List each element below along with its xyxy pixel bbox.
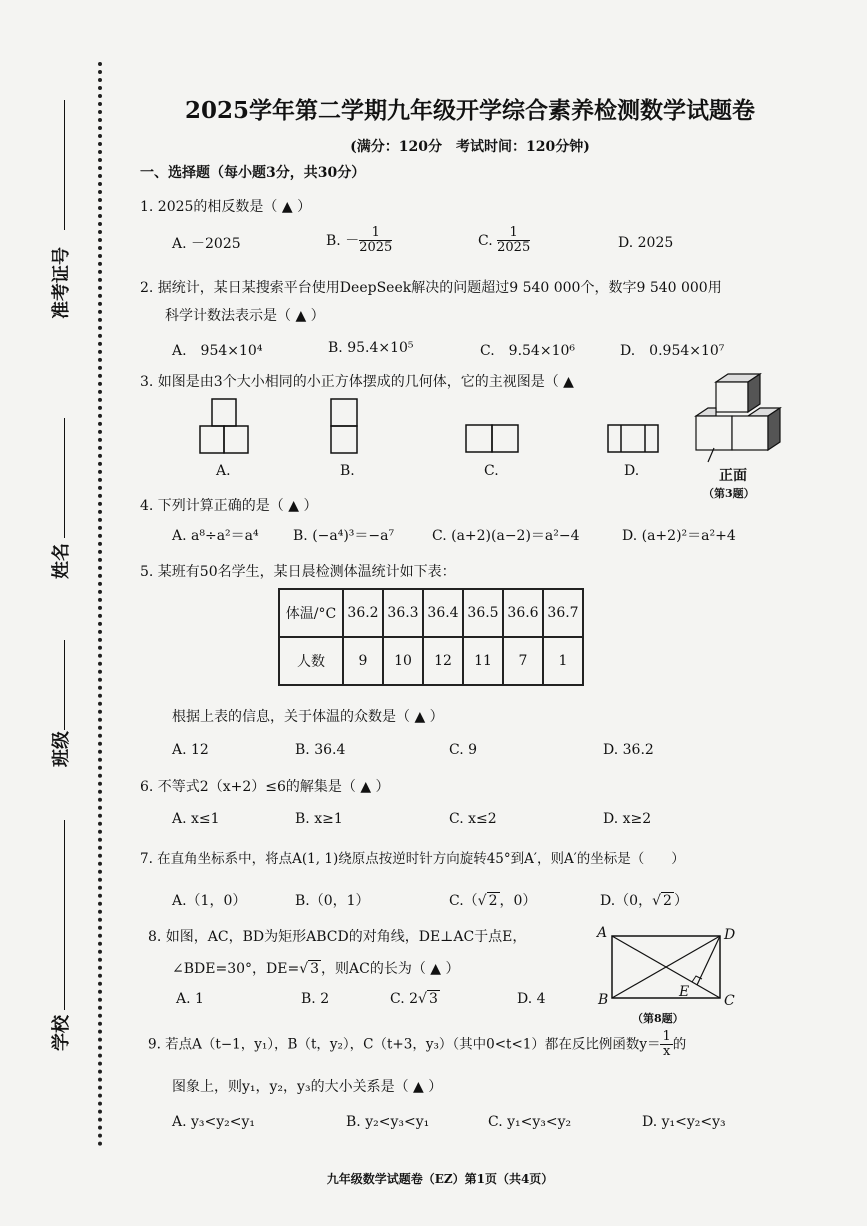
q5-follow-up: 根据上表的信息，关于体温的众数是（ ▲ ） xyxy=(172,709,444,725)
q8-label-b: B xyxy=(598,992,609,1008)
table-cell: 10 xyxy=(383,637,423,685)
q4-option-d[interactable]: D. (a+2)²＝a²+4 xyxy=(622,528,736,544)
page-title: 2025学年第二学期九年级开学综合素养检测数学试题卷 xyxy=(184,97,755,124)
class-label: 班级 xyxy=(51,731,72,767)
table-cell: 36.5 xyxy=(463,589,503,637)
q4-option-b[interactable]: B. (−a⁴)³＝−a⁷ xyxy=(293,528,395,544)
school-label: 学校 xyxy=(51,1015,72,1051)
q5-option-a[interactable]: A. 12 xyxy=(172,742,209,758)
q2-option-d[interactable]: D. 0.954×10⁷ xyxy=(620,343,725,359)
q6-stem: 6. 不等式2（x+2）≤6的解集是（ ▲ ） xyxy=(140,779,390,795)
q8-stem-line1: 8. 如图，AC，BD为矩形ABCD的对角线，DE⊥AC于点E， xyxy=(148,929,527,945)
q3-option-c[interactable]: C. xyxy=(484,463,499,479)
table-row xyxy=(279,589,583,637)
q3-option-d-figure[interactable] xyxy=(607,424,667,464)
school-blank[interactable] xyxy=(64,820,65,1010)
q2-option-c[interactable]: C. 9.54×10⁶ xyxy=(480,343,575,359)
name-blank[interactable] xyxy=(64,418,65,538)
q3-stem: 3. 如图是由3个大小相同的小正方体摆成的几何体，它的主视图是（ ▲ xyxy=(140,374,574,390)
q3-option-a[interactable]: A. xyxy=(216,463,231,479)
q4-stem: 4. 下列计算正确的是（ ▲ ） xyxy=(140,498,318,514)
table-cell: 36.7 xyxy=(543,589,583,637)
q5-option-c[interactable]: C. 9 xyxy=(449,742,478,758)
q2-option-b[interactable]: B. 95.4×10⁵ xyxy=(328,340,414,356)
table-header-count: 人数 xyxy=(279,637,343,685)
q8-stem-line2: ∠BDE=30°，DE=√ 3 ，则AC的长为（ ▲ ） xyxy=(172,961,460,977)
table-header-temp: 体温/°C xyxy=(279,589,343,637)
q9-option-c[interactable]: C. y₁<y₃<y₂ xyxy=(488,1114,572,1130)
q3-cube-figure xyxy=(694,372,794,462)
q3-front-label: 正面 xyxy=(719,468,747,484)
q9-option-d[interactable]: D. y₁<y₂<y₃ xyxy=(642,1114,726,1130)
q6-option-c[interactable]: C. x≤2 xyxy=(449,811,497,827)
q9-option-b[interactable]: B. y₂<y₃<y₁ xyxy=(346,1114,430,1130)
table-cell: 9 xyxy=(343,637,383,685)
q2-option-a[interactable]: A. 954×10⁴ xyxy=(172,343,263,359)
q8-label-d: D xyxy=(724,927,736,943)
table-cell: 11 xyxy=(463,637,503,685)
table-cell: 12 xyxy=(423,637,463,685)
exam-id-label: 准考证号 xyxy=(51,247,72,319)
q8-option-a[interactable]: A. 1 xyxy=(176,991,204,1007)
q3-option-a-figure[interactable] xyxy=(198,398,258,458)
q7-option-b[interactable]: B.（0，1） xyxy=(295,893,370,909)
q6-option-d[interactable]: D. x≥2 xyxy=(603,811,652,827)
q5-stem: 5. 某班有50名学生，某日晨检测体温统计如下表： xyxy=(140,564,456,580)
table-row xyxy=(279,637,583,685)
table-cell: 36.3 xyxy=(383,589,423,637)
q1-option-b[interactable]: B. － $\frac{1}{2025}$ xyxy=(326,225,393,256)
q8-label-e: E xyxy=(679,984,690,1000)
q3-option-d[interactable]: D. xyxy=(624,463,640,479)
q4-option-c[interactable]: C. (a+2)(a−2)＝a²−4 xyxy=(432,528,580,544)
q6-option-b[interactable]: B. x≥1 xyxy=(295,811,343,827)
q6-option-a[interactable]: A. x≤1 xyxy=(172,811,220,827)
q7-option-a[interactable]: A.（1，0） xyxy=(172,893,247,909)
q1-stem: 1. 2025的相反数是（ ▲ ） xyxy=(140,199,312,215)
q3-option-b[interactable]: B. xyxy=(340,463,355,479)
table-cell: 36.4 xyxy=(423,589,463,637)
table-cell: 7 xyxy=(503,637,543,685)
q8-option-d[interactable]: D. 4 xyxy=(517,991,546,1007)
q7-option-c[interactable]: C.（√ 2 ，0） xyxy=(449,893,537,909)
q9-option-a[interactable]: A. y₃<y₂<y₁ xyxy=(172,1114,256,1130)
q1-option-d[interactable]: D. 2025 xyxy=(618,235,674,251)
q1-option-a[interactable]: A. －2025 xyxy=(172,236,241,252)
class-blank[interactable] xyxy=(64,640,65,730)
q9-stem-line2: 图象上，则y₁，y₂，y₃的大小关系是（ ▲ ） xyxy=(172,1079,443,1095)
q9-stem-line1: 9. 若点A（t−1，y₁），B（t，y₂），C（t+3，y₃）（其中0<t<1）都在反比例函数y＝ $\frac{1}{x}$ 的 xyxy=(148,1029,687,1060)
section-heading: 一、选择题（每小题3分，共30分） xyxy=(140,165,366,181)
q8-figure-caption: （第8题） xyxy=(632,1012,684,1025)
q8-option-c[interactable]: C. 2√ 3 xyxy=(390,991,438,1007)
exam-id-blank[interactable] xyxy=(64,100,65,230)
q7-option-d[interactable]: D.（0，√ 2 ） xyxy=(600,893,688,909)
q2-stem-line2: 科学计数法表示是（ ▲ ） xyxy=(165,308,325,324)
q4-option-a[interactable]: A. a⁸÷a²＝a⁴ xyxy=(172,528,259,544)
q8-label-a: A xyxy=(597,925,608,941)
table-cell: 1 xyxy=(543,637,583,685)
q5-option-b[interactable]: B. 36.4 xyxy=(295,742,346,758)
q8-label-c: C xyxy=(724,993,735,1009)
table-cell: 36.6 xyxy=(503,589,543,637)
q5-option-d[interactable]: D. 36.2 xyxy=(603,742,654,758)
q8-option-b[interactable]: B. 2 xyxy=(301,991,330,1007)
name-label: 姓名 xyxy=(51,543,72,579)
table-cell: 36.2 xyxy=(343,589,383,637)
q3-option-b-figure[interactable] xyxy=(330,398,370,458)
binding-dotted-line xyxy=(98,62,102,1147)
q3-option-c-figure[interactable] xyxy=(465,424,525,464)
q3-figure-caption: （第3题） xyxy=(703,487,755,500)
page-footer: 九年级数学试题卷（EZ）第1页（共4页） xyxy=(326,1172,554,1186)
temperature-table xyxy=(278,588,584,686)
q7-stem: 7. 在直角坐标系中，将点A(1, 1)绕原点按逆时针方向旋转45°到A′，则A′的坐标是（ ） xyxy=(140,851,685,867)
exam-info: (满分：120分 考试时间：120分钟) xyxy=(350,139,590,155)
q2-stem-line1: 2. 据统计，某日某搜索平台使用DeepSeek解决的问题超过9 540 000个，数字9 540 000用 xyxy=(140,280,722,296)
q1-option-c[interactable]: C. $\frac{1}{2025}$ xyxy=(478,225,531,256)
